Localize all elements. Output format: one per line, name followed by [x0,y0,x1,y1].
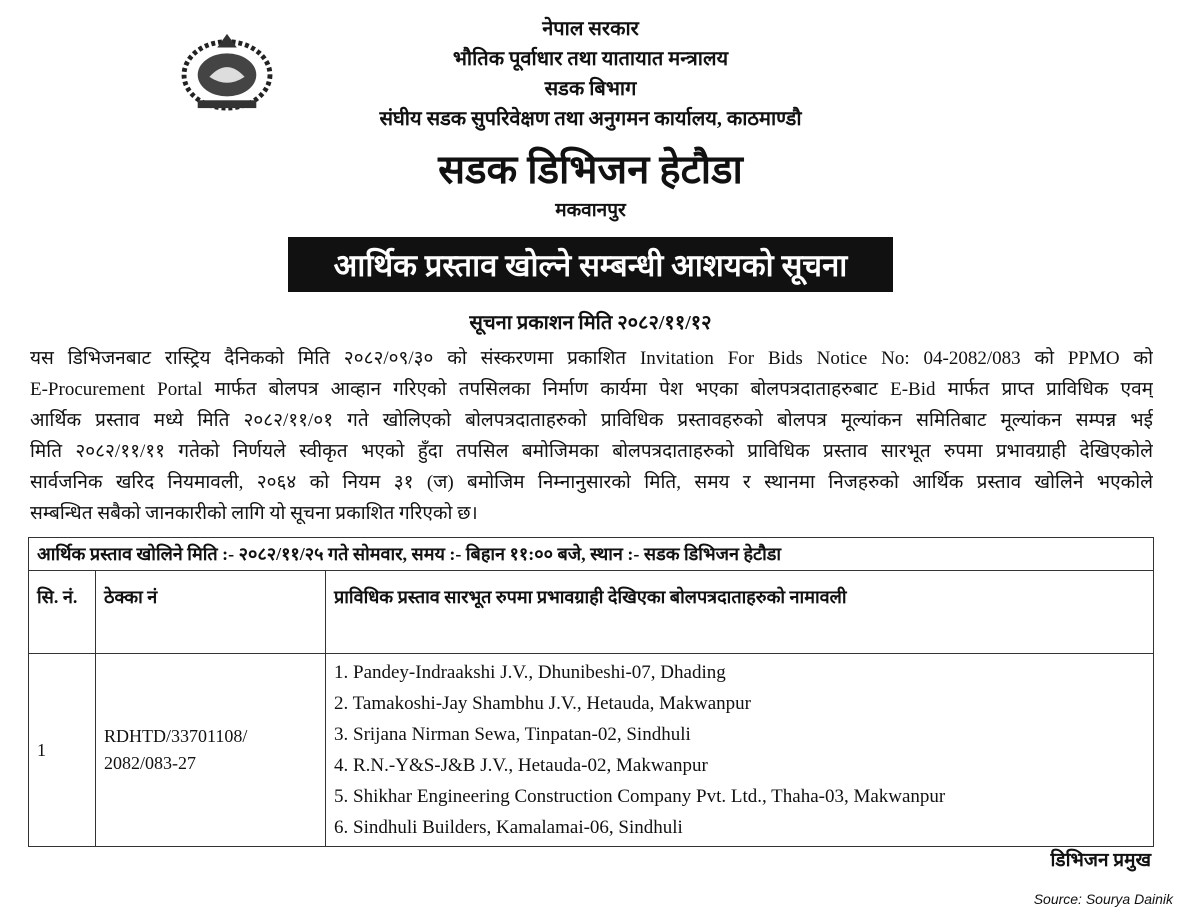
table-title-row [29,538,1154,571]
table-row [29,654,1154,847]
notice-banner: आर्थिक प्रस्ताव खोल्ने सम्बन्धी आशयको सूचना [288,237,893,292]
paragraph-line: आर्थिक प्रस्ताव मध्ये मिति २०८२/११/०१ गते खोलिएको बोलपत्रदाताहरुको प्राविधिक प्रस्तावहरुको बोलपत्र मूल्यांकन समितिबाट मूल्यांकन सम्पन्न भई [30,410,1153,431]
header-department: सडक बिभाग [544,78,637,100]
header-contract: ठेक्का नं [96,571,326,654]
serial-number: 1 [29,654,96,847]
notice-paragraph [30,343,1153,529]
list-item: 5. Shikhar Engineering Construction Company Pvt. Ltd., Thaha-03, Makwanpur [334,786,946,807]
header-serial: सि. नं. [29,571,96,654]
paragraph-line: सार्वजनिक खरिद नियमावली, २०६४ को नियम ३१ (ज) बमोजिम निम्नानुसारको मिति, समय र स्थानमा निजहरुको आर्थिक प्रस्ताव खोलिने भएकोले [30,472,1153,493]
table-header-row [29,571,1154,654]
list-item: 2. Tamakoshi-Jay Shambhu J.V., Hetauda, Makwanpur [334,693,751,714]
bidders-list [326,654,1154,847]
header-district: मकवानपुर [555,200,626,221]
list-item: 3. Srijana Nirman Sewa, Tinpatan-02, Sindhuli [334,724,691,745]
signature-title: डिभिजन प्रमुख [1050,850,1151,871]
header-office: संघीय सडक सुपरिवेक्षण तथा अनुगमन कार्यालय, काठमाण्डौ [379,108,802,130]
opening-schedule: आर्थिक प्रस्ताव खोलिने मिति :- २०८२/११/२५ गते सोमवार, समय :- बिहान ११:०० बजे, स्थान :- सडक डिभिजन हेटौडा [29,538,1154,571]
paragraph-line: यस डिभिजनबाट रास्ट्रिय दैनिकको मिति २०८२/०९/३० को संस्करणमा प्रकाशित Invitation For Bids Notice No: 04-2082/083 को PPMO को [30,348,1153,369]
contract-number [96,654,326,847]
list-item: 6. Sindhuli Builders, Kamalamai-06, Sindhuli [334,817,683,838]
publish-date: सूचना प्रकाशन मिति २०८२/११/१२ [469,312,712,334]
header-title: सडक डिभिजन हेटौडा [438,147,743,192]
contract-line: 2082/083-27 [104,753,196,773]
contract-line: RDHTD/33701108/ [104,726,248,746]
paragraph-line: मिति २०८२/११/११ गतेको निर्णयले स्वीकृत भएको हुँदा तपसिल बमोजिमका बोलपत्रदाताहरुको प्राविधिक प्रस्ताव सारभूत रुपमा प्रभावग्राही देखिएकोले [30,441,1153,462]
header-bidders: प्राविधिक प्रस्ताव सारभूत रुपमा प्रभावग्राही देखिएका बोलपत्रदाताहरुको नामावली [326,571,1154,654]
list-item: 1. Pandey-Indraakshi J.V., Dhunibeshi-07, Dhading [334,662,726,683]
bidders-table [28,537,1154,847]
source-credit: Source: Sourya Dainik [1033,891,1173,907]
header-ministry: भौतिक पूर्वाधार तथा यातायात मन्त्रालय [452,48,729,70]
paragraph-line: E-Procurement Portal मार्फत बोलपत्र आव्हान गरिएको तपसिलका निर्माण कार्यमा पेश भएका बोलपत्रदाताहरुबाट E-Bid मार्फत प्राप्त प्राविधिक एवम् [30,379,1153,400]
header-line-1: नेपाल सरकार [542,18,639,40]
paragraph-line: सम्बन्धित सबैको जानकारीको लागि यो सूचना प्रकाशित गरिएको छ। [30,503,478,524]
list-item: 4. R.N.-Y&S-J&B J.V., Hetauda-02, Makwanpur [334,755,708,776]
